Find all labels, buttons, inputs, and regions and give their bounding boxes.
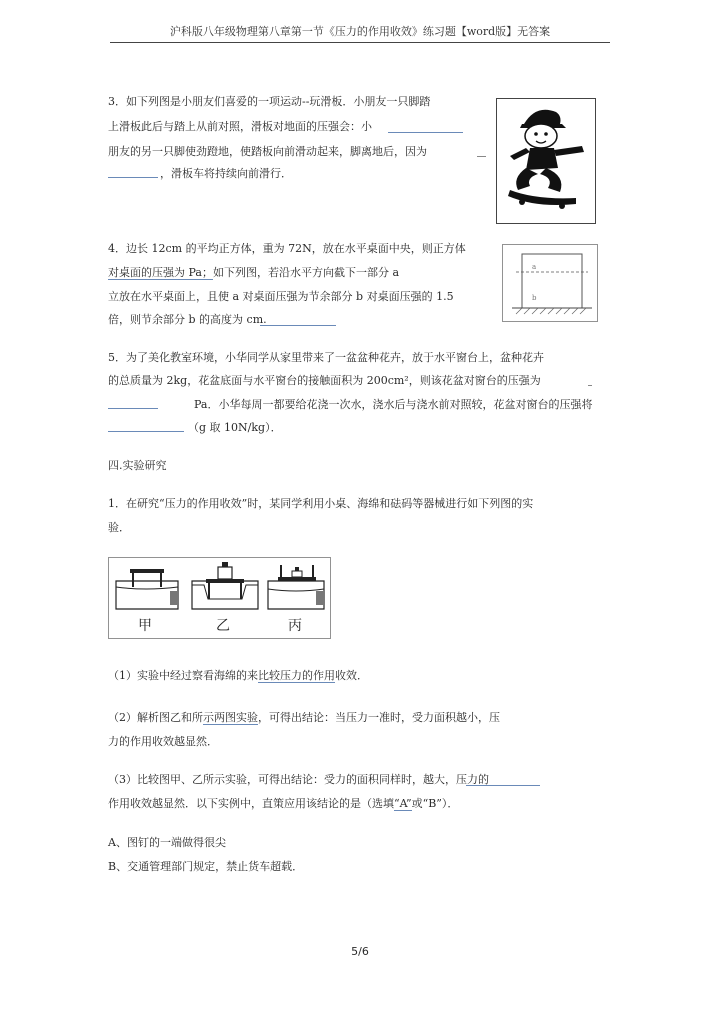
sponge-experiment-figure [108, 557, 331, 639]
cube-label-b: b [532, 294, 537, 302]
exp1-p1-underlined: 比较压力的作用 [258, 669, 335, 682]
page-header-title: 沪科版八年级物理第八章第一节《压力的作用收效》练习题【word版】无答案 [169, 25, 551, 38]
option-a: A、图钉的一端做得很尖 [108, 836, 226, 849]
label-bing: 丙 [288, 618, 302, 634]
section-4-title: 四.实验研究 [108, 459, 167, 472]
exp1-p3-line-1: （3）比较图甲、乙所示实验，可得出结论：受力的面积同样时，越大，压力的 [108, 773, 489, 786]
exp1-p3-line-2a: 作用收效越显然．以下实例中，直策应用该结论的是（选填 [108, 797, 394, 810]
q3-blank-2 [108, 165, 158, 178]
q5-blank-2 [108, 419, 184, 432]
exp1-p2-post: ，可得出结论：当压力一准时，受力面积越小，压 [258, 711, 500, 724]
q5-line-1: 5．为了美化教室环境，小华同学从家里带来了一盆盆种花卉，放于水平窗台上，盆种花卉 [108, 351, 544, 364]
exp1-p2-pre: （2）解析图乙和所 [108, 711, 203, 724]
cube-on-table-figure [502, 244, 598, 322]
q5-tick-mark [588, 385, 592, 386]
q5-line-4: （g 取 10N/kg）． [188, 421, 282, 434]
q3-line-4: ，滑板车将持续向前滑行． [160, 167, 292, 180]
q3-line-3: 朋友的另一只脚使劲蹬地，使踏板向前滑动起来，脚离地后，因为 [108, 145, 427, 158]
q5-blank-1 [108, 396, 158, 409]
q4-line-1: 4．边长 12cm 的平均正方体，重为 72N，放在水平桌面中央，则正方体 [108, 242, 466, 255]
exp1-p1-post: 收效． [335, 669, 368, 682]
page-number: 5/6 [351, 945, 369, 958]
exp1-p2-line-2: 力的作用收效越显然． [108, 735, 218, 748]
q4-line-4: 倍，则节余部分 b 的高度为 cm. [108, 313, 267, 326]
exp1-p3-line-2 [108, 797, 458, 811]
q4-blank [260, 313, 336, 326]
q4-line-3: 立放在水平桌面上，且使 a 对桌面压强为节余部分 b 对桌面压强的 1.5 [108, 290, 454, 303]
exp1-p3-blank [466, 773, 540, 786]
exp1-p2-underlined: 示两图实验 [203, 711, 258, 724]
exp1-line-2: 验． [108, 521, 130, 534]
skateboard-boy-figure [496, 98, 596, 224]
exp1-p3-underlined: “A” [394, 797, 412, 810]
q4-line-2b: 如下列图，若沿水平方向截下一部分 a [212, 266, 400, 279]
q3-tick-mark [477, 156, 486, 157]
label-yi: 乙 [216, 618, 230, 634]
q4-line-2a: 对桌面的压强为 Pa； [108, 266, 213, 279]
header-rule [110, 42, 610, 43]
exp1-part-2 [108, 711, 500, 725]
exp1-p1-pre: （1）实验中经过察看海绵的来 [108, 669, 258, 682]
exp1-p3-line-2b: 或“B”）． [411, 797, 459, 810]
option-b: B、交通管理部门规定，禁止货车超载． [108, 860, 304, 873]
label-jia: 甲 [138, 618, 152, 634]
cube-label-a: a [532, 263, 537, 271]
exp1-line-1: 1．在研究“压力的作用收效”时，某同学利用小桌、海绵和砝码等器械进行如下列图的实 [108, 497, 534, 510]
q3-line-2: 上滑板此后与踏上从前对照，滑板对地面的压强会：小 [108, 120, 372, 133]
q5-line-3: Pa．小华每周一都要给花浇一次水，浇水后与浇水前对照较，花盆对窗台的压强将 [194, 398, 593, 411]
exp1-part-1 [108, 669, 368, 683]
q5-line-2: 的总质量为 2kg，花盆底面与水平窗台的接触面积为 200cm²，则该花盆对窗台的压强为 [108, 374, 541, 387]
q3-blank-1 [388, 120, 463, 133]
q4-line-2 [108, 266, 399, 280]
q3-line-1: 3．如下列图是小朋友们喜爱的一项运动--玩滑板．小朋友一只脚踏 [108, 95, 431, 108]
